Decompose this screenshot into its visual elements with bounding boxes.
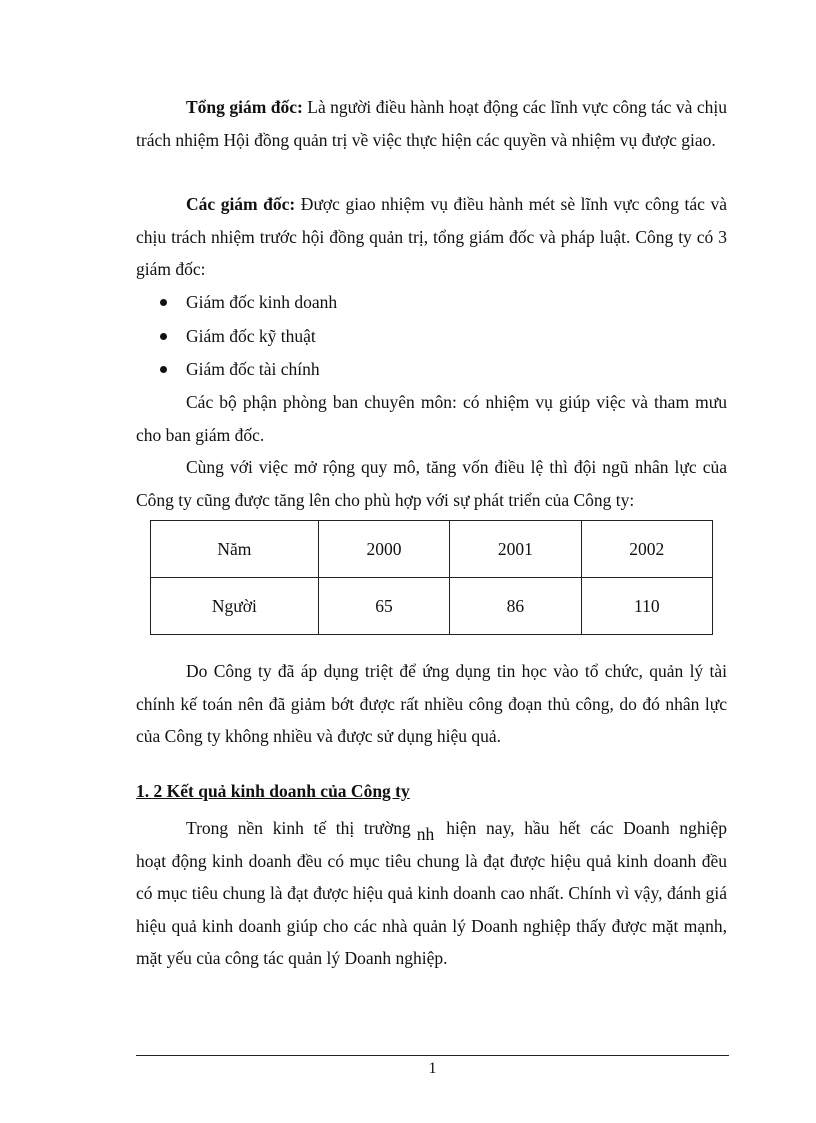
paragraph-nhan-luc: [136, 451, 727, 516]
paragraph-ket-qua: [136, 812, 727, 975]
table-cell: Người: [151, 578, 319, 635]
paragraph-cac-giam-doc: [136, 188, 727, 286]
director-list: [158, 286, 337, 387]
text-cac-giam-doc: Được giao nhiệm vụ điều hành mét sè lĩnh vực công tác và chịu trách nhiệm trước hội đồng quản trị, tổng giám đốc và pháp luật. Công ty có 3 giám đốc:: [136, 194, 727, 280]
table-cell: 2000: [318, 521, 449, 578]
table-cell: 86: [450, 578, 581, 635]
paragraph-tin-hoc: [136, 655, 727, 753]
table-cell: Năm: [151, 521, 319, 578]
text-tin-hoc: Do Công ty đã áp dụng triệt để ứng dụng tin học vào tổ chức, quản lý tài chính kế toán nên đã giảm bớt được rất nhiều công đoạn thủ công, do đó nhân lực của Công ty không nhiều và được sử dụng hiệu quả.: [136, 661, 727, 747]
label-tong-giam-doc: Tổng giám đốc:: [186, 97, 303, 117]
subscript-fragment: nh: [416, 824, 435, 844]
footer-divider: [136, 1055, 729, 1056]
paragraph-phong-ban: [136, 386, 727, 451]
text-ket-qua: hoạt động kinh doanh đều có mục tiêu chung là đạt được hiệu quả kinh doanh đều có mục tiêu chung là đạt được hiệu quả kinh doanh cao nhất. Chính vì vậy, đánh giá hiệu quả kinh doanh giúp cho các nhà quản lý Doanh nghiệp thấy được mặt mạnh, mặt yếu của công tác quản lý Doanh nghiệp.: [136, 850, 727, 969]
section-heading: 1. 2 Kết quả kinh doanh của Công ty: [136, 781, 410, 801]
bullet-icon: [160, 333, 167, 340]
table-cell: 65: [318, 578, 449, 635]
paragraph-tong-giam-doc: [136, 91, 727, 156]
list-item: Giám đốc kinh doanh: [158, 286, 337, 320]
list-item: Giám đốc kỹ thuật: [158, 320, 337, 354]
intro-line: Trong nền kinh tế thị trường nh hiện nay, hầu hết các Doanh nghiệp: [186, 818, 727, 844]
bullet-icon: [160, 366, 167, 373]
bullet-icon: [160, 299, 167, 306]
staff-table: [150, 520, 713, 635]
text-tong-giam-doc: Là người điều hành hoạt động các lĩnh vực công tác và chịu trách nhiệm Hội đồng quản trị về việc thực hiện các quyền và nhiệm vụ được giao.: [136, 97, 727, 150]
page-number: 1: [428, 1060, 437, 1077]
list-item: Giám đốc tài chính: [158, 353, 337, 387]
table-row: [151, 521, 713, 578]
table-cell: 2002: [581, 521, 712, 578]
table-cell: 110: [581, 578, 712, 635]
table-cell: 2001: [450, 521, 581, 578]
table-row: [151, 578, 713, 635]
label-cac-giam-doc: Các giám đốc:: [186, 194, 296, 214]
text-nhan-luc: Cùng với việc mở rộng quy mô, tăng vốn điều lệ thì đội ngũ nhân lực của Công ty cũng được tăng lên cho phù hợp với sự phát triển của Công ty:: [136, 457, 727, 510]
text-phong-ban: Các bộ phận phòng ban chuyên môn: có nhiệm vụ giúp việc và tham mưu cho ban giám đốc.: [136, 392, 727, 445]
